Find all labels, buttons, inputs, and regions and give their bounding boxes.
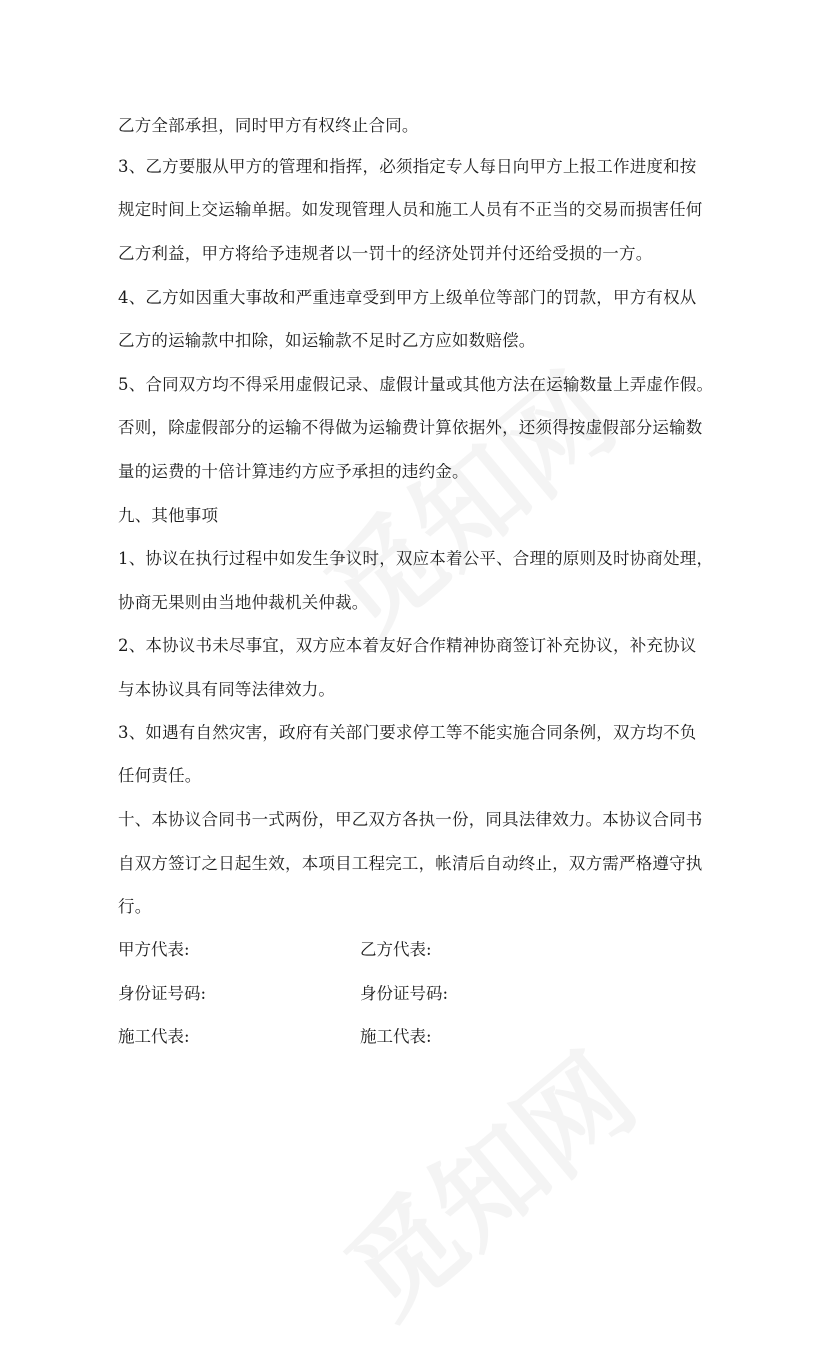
paragraph-line: 量的运费的十倍计算违约方应予承担的违约金。: [118, 462, 469, 481]
paragraph-line: 4、乙方如因重大事故和严重违章受到甲方上级单位等部门的罚款，甲方有权从: [118, 288, 697, 307]
paragraph-line: 与本协议具有同等法律效力。: [118, 680, 336, 699]
paragraph-line: 自双方签订之日起生效，本项目工程完工，帐清后自动终止，双方需严格遵守执: [118, 854, 703, 873]
paragraph-line: 乙方全部承担，同时甲方有权终止合同。: [118, 116, 419, 135]
paragraph-line: 规定时间上交运输单据。如发现管理人员和施工人员有不正当的交易而损害任何: [118, 200, 703, 219]
party-a-rep-label: 甲方代表:: [118, 940, 190, 959]
paragraph-line: 否则，除虚假部分的运输不得做为运输费计算依据外，还须得按虚假部分运输数: [118, 418, 703, 437]
paragraph-line: 乙方利益，甲方将给予违规者以一罚十的经济处罚并付还给受损的一方。: [118, 244, 653, 263]
paragraph-line: 协商无果则由当地仲裁机关仲裁。: [118, 593, 369, 612]
party-a-construction-label: 施工代表:: [118, 1027, 190, 1046]
paragraph-line: 1、协议在执行过程中如发生争议时，双应本着公平、合理的原则及时协商处理，: [118, 549, 714, 568]
party-b-id-label: 身份证号码:: [360, 984, 449, 1003]
party-b-construction-label: 施工代表:: [360, 1027, 432, 1046]
paragraph-line: 5、合同双方均不得采用虚假记录、虚假计量或其他方法在运输数量上弄虚作假。: [118, 375, 714, 394]
paragraph-line: 任何责任。: [118, 766, 202, 785]
party-b-rep-label: 乙方代表:: [360, 940, 432, 959]
watermark: [308, 1012, 662, 1345]
section-heading: 九、其他事项: [118, 506, 219, 525]
paragraph-line: 3、乙方要服从甲方的管理和指挥，必须指定专人每日向甲方上报工作进度和按: [118, 157, 697, 176]
paragraph-line: 3、如遇有自然灾害，政府有关部门要求停工等不能实施合同条例，双方均不负: [118, 723, 697, 742]
paragraph-line: 乙方的运输款中扣除，如运输款不足时乙方应如数赔偿。: [118, 331, 536, 350]
paragraph-line: 2、本协议书未尽事宜，双方应本着友好合作精神协商签订补充协议，补充协议: [118, 636, 697, 655]
paragraph-line: 十、本协议合同书一式两份，甲乙双方各执一份，同具法律效力。本协议合同书: [118, 810, 703, 829]
paragraph-line: 行。: [118, 897, 152, 916]
party-a-id-label: 身份证号码:: [118, 984, 207, 1003]
